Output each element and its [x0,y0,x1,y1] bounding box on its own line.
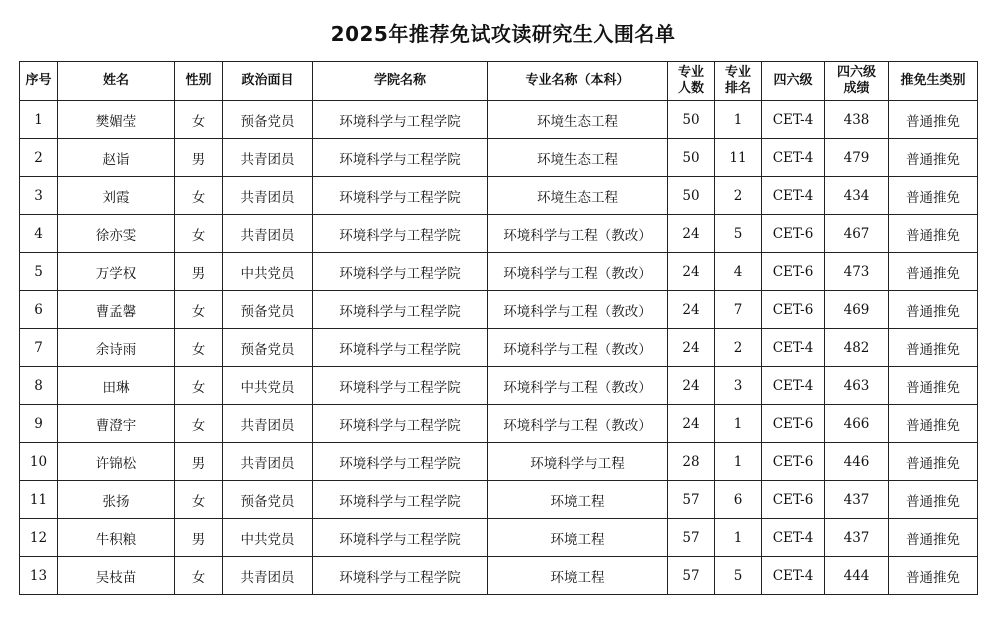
cell-name: 曹孟馨 [58,291,175,329]
cell-gender: 女 [175,177,223,215]
cell-rank: 7 [715,291,762,329]
table-row [20,253,978,291]
cell-cet-level: CET-6 [762,443,825,481]
cell-college: 环境科学与工程学院 [313,405,488,443]
cell-cet-score: 434 [825,177,889,215]
cell-major-count: 28 [668,443,715,481]
header-rank [715,62,762,101]
header-major-count-line2: 人数 [677,81,704,96]
cell-rank: 1 [715,519,762,557]
cell-gender: 女 [175,291,223,329]
cell-gender: 男 [175,139,223,177]
cell-index: 3 [20,177,58,215]
cell-rank: 6 [715,481,762,519]
cell-name: 余诗雨 [58,329,175,367]
cell-cet-score: 437 [825,519,889,557]
cell-political: 中共党员 [223,253,313,291]
cell-political: 中共党员 [223,519,313,557]
cell-gender: 女 [175,481,223,519]
cell-major: 环境生态工程 [488,139,668,177]
table-row [20,101,978,139]
cell-major-count: 24 [668,329,715,367]
cell-cet-score: 473 [825,253,889,291]
cell-cet-score: 444 [825,557,889,595]
cell-category: 普通推免 [889,367,978,405]
cell-gender: 女 [175,329,223,367]
cell-index: 8 [20,367,58,405]
cell-cet-score: 479 [825,139,889,177]
cell-name: 吴枝苗 [58,557,175,595]
cell-political: 预备党员 [223,481,313,519]
cell-college: 环境科学与工程学院 [313,481,488,519]
cell-major: 环境科学与工程（教改） [488,215,668,253]
cell-major-count: 57 [668,481,715,519]
cell-rank: 1 [715,443,762,481]
cell-rank: 11 [715,139,762,177]
cell-rank: 1 [715,405,762,443]
cell-category: 普通推免 [889,443,978,481]
header-category: 推免生类别 [889,62,978,101]
cell-major: 环境科学与工程（教改） [488,291,668,329]
cell-rank: 2 [715,329,762,367]
cell-major: 环境工程 [488,519,668,557]
table-row [20,139,978,177]
table-header-row [20,62,978,101]
cell-major-count: 50 [668,139,715,177]
cell-cet-level: CET-6 [762,253,825,291]
table-row [20,519,978,557]
cell-major-count: 57 [668,557,715,595]
cell-major: 环境科学与工程（教改） [488,367,668,405]
cell-cet-score: 467 [825,215,889,253]
cell-political: 共青团员 [223,443,313,481]
cell-cet-level: CET-6 [762,291,825,329]
header-cet-level: 四六级 [762,62,825,101]
cell-gender: 男 [175,519,223,557]
cell-category: 普通推免 [889,139,978,177]
cell-political: 预备党员 [223,329,313,367]
cell-cet-level: CET-4 [762,367,825,405]
cell-political: 共青团员 [223,177,313,215]
cell-major-count: 24 [668,253,715,291]
table-row [20,367,978,405]
header-name: 姓名 [58,62,175,101]
cell-cet-score: 463 [825,367,889,405]
cell-major-count: 24 [668,367,715,405]
cell-category: 普通推免 [889,253,978,291]
document-title: 2025年推荐免试攻读研究生入围名单 [330,22,676,46]
cell-cet-score: 469 [825,291,889,329]
cell-gender: 女 [175,405,223,443]
cell-rank: 5 [715,557,762,595]
cell-cet-level: CET-4 [762,329,825,367]
cell-college: 环境科学与工程学院 [313,139,488,177]
cell-rank: 5 [715,215,762,253]
header-major-count [668,62,715,101]
cell-name: 牛积粮 [58,519,175,557]
candidate-table [19,61,978,595]
table-body [20,101,978,595]
cell-cet-level: CET-4 [762,177,825,215]
cell-category: 普通推免 [889,519,978,557]
header-political: 政治面目 [223,62,313,101]
cell-gender: 女 [175,367,223,405]
cell-name: 曹澄宇 [58,405,175,443]
cell-gender: 男 [175,443,223,481]
cell-cet-score: 438 [825,101,889,139]
cell-cet-score: 446 [825,443,889,481]
cell-political: 中共党员 [223,367,313,405]
cell-index: 6 [20,291,58,329]
cell-index: 7 [20,329,58,367]
cell-gender: 女 [175,101,223,139]
cell-name: 樊媚莹 [58,101,175,139]
cell-major: 环境科学与工程（教改） [488,329,668,367]
cell-index: 1 [20,101,58,139]
cell-rank: 1 [715,101,762,139]
cell-name: 徐亦雯 [58,215,175,253]
cell-index: 13 [20,557,58,595]
cell-college: 环境科学与工程学院 [313,291,488,329]
cell-political: 预备党员 [223,291,313,329]
cell-major: 环境生态工程 [488,101,668,139]
table-row [20,443,978,481]
cell-name: 许锦松 [58,443,175,481]
cell-rank: 2 [715,177,762,215]
cell-category: 普通推免 [889,481,978,519]
cell-cet-level: CET-4 [762,519,825,557]
header-cet-score-line2: 成绩 [843,81,870,96]
cell-cet-score: 466 [825,405,889,443]
cell-name: 万学权 [58,253,175,291]
cell-college: 环境科学与工程学院 [313,557,488,595]
cell-rank: 4 [715,253,762,291]
table-row [20,291,978,329]
cell-index: 5 [20,253,58,291]
cell-college: 环境科学与工程学院 [313,367,488,405]
cell-cet-level: CET-6 [762,481,825,519]
cell-index: 4 [20,215,58,253]
cell-category: 普通推免 [889,177,978,215]
cell-college: 环境科学与工程学院 [313,519,488,557]
cell-major-count: 24 [668,215,715,253]
cell-cet-score: 482 [825,329,889,367]
cell-college: 环境科学与工程学院 [313,253,488,291]
cell-name: 刘霞 [58,177,175,215]
cell-index: 12 [20,519,58,557]
cell-cet-level: CET-6 [762,215,825,253]
cell-rank: 3 [715,367,762,405]
cell-gender: 女 [175,557,223,595]
cell-major: 环境生态工程 [488,177,668,215]
header-college: 学院名称 [313,62,488,101]
cell-name: 田琳 [58,367,175,405]
cell-category: 普通推免 [889,215,978,253]
table-row [20,329,978,367]
cell-cet-level: CET-4 [762,139,825,177]
cell-political: 共青团员 [223,139,313,177]
cell-gender: 女 [175,215,223,253]
cell-major: 环境科学与工程（教改） [488,405,668,443]
cell-major: 环境科学与工程（教改） [488,253,668,291]
cell-index: 2 [20,139,58,177]
cell-college: 环境科学与工程学院 [313,101,488,139]
cell-index: 11 [20,481,58,519]
header-major: 专业名称（本科） [488,62,668,101]
cell-major-count: 57 [668,519,715,557]
cell-name: 张扬 [58,481,175,519]
cell-college: 环境科学与工程学院 [313,329,488,367]
cell-political: 预备党员 [223,101,313,139]
header-rank-line2: 排名 [724,81,751,96]
cell-major-count: 24 [668,405,715,443]
header-major-count-line1: 专业 [677,65,704,80]
header-index: 序号 [20,62,58,101]
cell-category: 普通推免 [889,329,978,367]
cell-major: 环境工程 [488,481,668,519]
cell-cet-level: CET-4 [762,101,825,139]
cell-major-count: 24 [668,291,715,329]
cell-major: 环境科学与工程 [488,443,668,481]
header-rank-line1: 专业 [724,65,751,80]
cell-index: 10 [20,443,58,481]
cell-name: 赵诣 [58,139,175,177]
cell-index: 9 [20,405,58,443]
cell-college: 环境科学与工程学院 [313,215,488,253]
header-gender: 性别 [175,62,223,101]
cell-political: 共青团员 [223,215,313,253]
cell-cet-score: 437 [825,481,889,519]
cell-college: 环境科学与工程学院 [313,177,488,215]
cell-cet-level: CET-6 [762,405,825,443]
table-row [20,177,978,215]
cell-cet-level: CET-4 [762,557,825,595]
cell-political: 共青团员 [223,405,313,443]
table-row [20,481,978,519]
header-cet-score-line1: 四六级 [836,65,876,80]
table-row [20,215,978,253]
cell-major-count: 50 [668,177,715,215]
cell-major-count: 50 [668,101,715,139]
cell-category: 普通推免 [889,101,978,139]
cell-gender: 男 [175,253,223,291]
cell-college: 环境科学与工程学院 [313,443,488,481]
cell-political: 共青团员 [223,557,313,595]
cell-category: 普通推免 [889,557,978,595]
table-row [20,405,978,443]
header-cet-score [825,62,889,101]
cell-category: 普通推免 [889,291,978,329]
table-row [20,557,978,595]
cell-category: 普通推免 [889,405,978,443]
cell-major: 环境工程 [488,557,668,595]
